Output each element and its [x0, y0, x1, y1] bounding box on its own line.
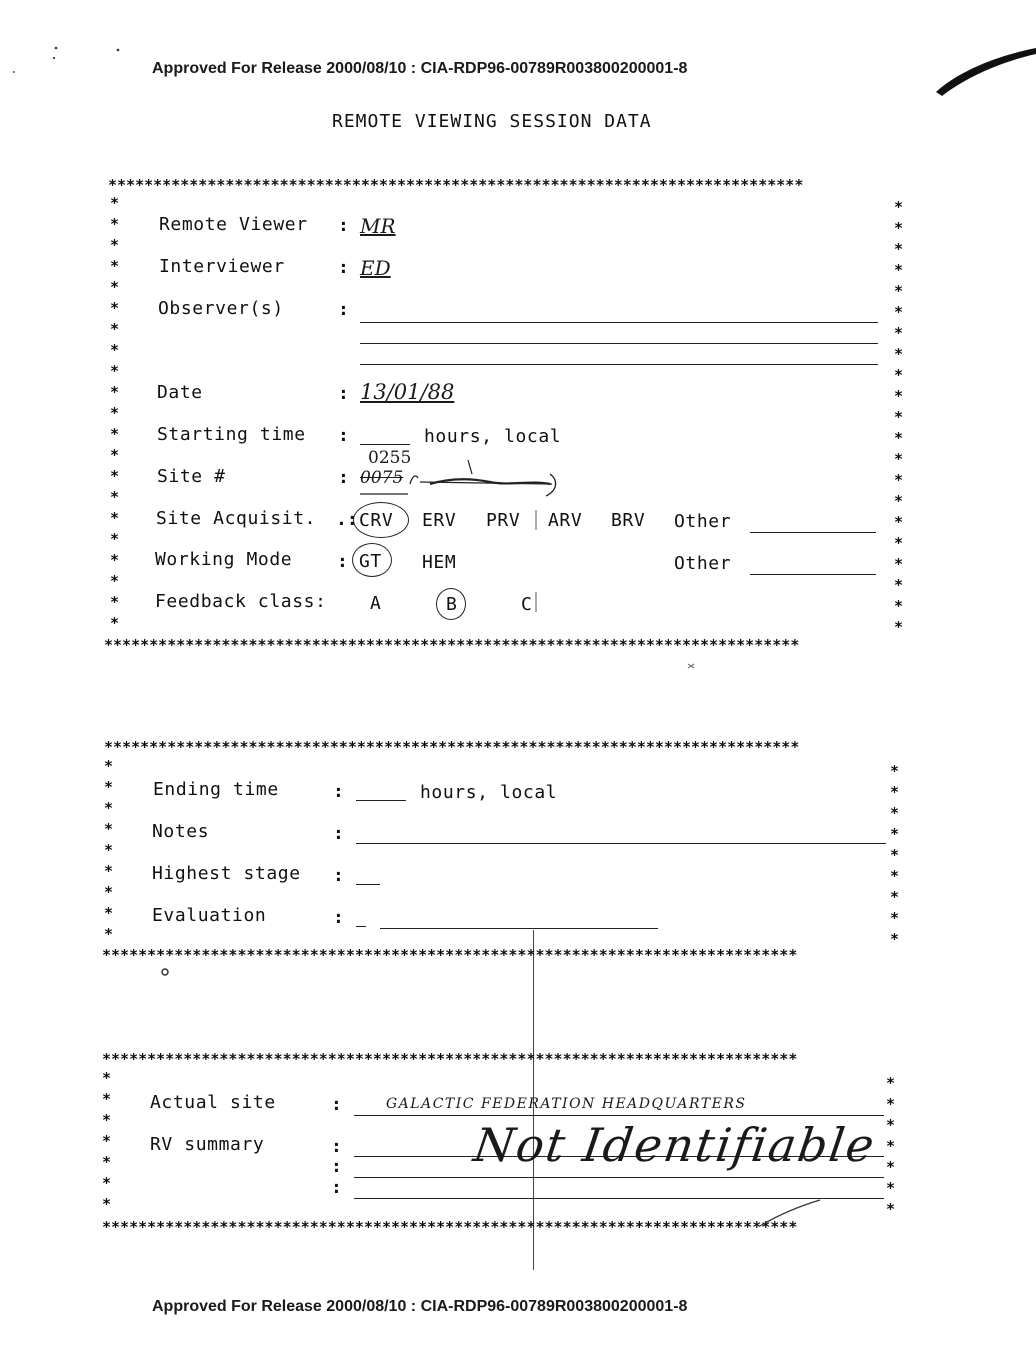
option-arv[interactable]: ARV [548, 510, 583, 531]
option-hem[interactable]: HEM [422, 552, 457, 573]
gt-selected-circle [352, 543, 392, 577]
starting-time-field[interactable] [360, 444, 410, 445]
evaluation-label: Evaluation [152, 905, 267, 926]
option-brv[interactable]: BRV [611, 510, 646, 531]
rv-summary-field-2 [354, 1177, 884, 1178]
option-b[interactable]: B [446, 594, 458, 615]
site-number-label: Site # [157, 466, 226, 487]
star-border-bottom: ***************************************************************************** [104, 638, 800, 653]
site-acquisition-other-label: Other [674, 511, 732, 532]
actual-site-field [354, 1115, 884, 1116]
working-mode-label: Working Mode [155, 549, 293, 570]
notes-label: Notes [152, 821, 210, 842]
star-border-bottom-3: ***************************************************************************** [102, 1220, 798, 1235]
starting-time-suffix: hours, local [424, 426, 562, 447]
date-value[interactable]: 13/01/88 [360, 380, 455, 404]
remote-viewer-label: Remote Viewer [159, 214, 308, 235]
interviewer-label: Interviewer [159, 256, 285, 277]
actual-site-label: Actual site [150, 1092, 276, 1113]
header-release-line: Approved For Release 2000/08/10 : CIA-RDP96-00789R003800200001-8 [152, 60, 688, 77]
site-acquisition-label: Site Acquisit. [156, 508, 317, 529]
option-prv[interactable]: PRV [486, 510, 521, 531]
footer-release-line: Approved For Release 2000/08/10 : CIA-RDP96-00789R003800200001-8 [152, 1298, 688, 1315]
interviewer-value[interactable]: ED [360, 256, 391, 280]
site-acquisition-other-field[interactable] [750, 532, 876, 533]
starting-time-label: Starting time [157, 424, 306, 445]
working-mode-other-label: Other [674, 553, 732, 574]
option-erv[interactable]: ERV [422, 510, 457, 531]
remote-viewer-value[interactable]: MR [360, 214, 396, 238]
rv-summary-label: RV summary [150, 1134, 265, 1155]
option-a[interactable]: A [370, 593, 382, 614]
site-number-value[interactable]: 0255 [368, 448, 412, 468]
observers-label: Observer(s) [158, 298, 284, 319]
evaluation-field[interactable] [380, 928, 658, 929]
actual-site-value[interactable]: GALACTIC FEDERATION HEADQUARTERS [386, 1096, 747, 1112]
ending-time-label: Ending time [153, 779, 279, 800]
scan-smudge [936, 48, 1036, 96]
star-border-top-2: ***************************************************************************** [104, 740, 800, 755]
scan-dot [162, 969, 168, 975]
ending-time-field[interactable] [356, 800, 406, 801]
date-label: Date [157, 382, 203, 403]
option-gt[interactable]: GT [359, 551, 382, 572]
highest-stage-field[interactable] [356, 884, 380, 885]
option-crv[interactable]: CRV [359, 510, 394, 531]
observers-field-3[interactable] [360, 364, 878, 365]
page-title: REMOTE VIEWING SESSION DATA [332, 111, 652, 132]
site-number-struck: 0075 [360, 468, 404, 488]
b-selected-circle [436, 588, 466, 620]
rv-summary-value[interactable]: Not Identifiable [470, 1118, 880, 1172]
star-border-bottom-2: ***************************************************************************** [102, 948, 798, 963]
working-mode-other-field[interactable] [750, 574, 876, 575]
observers-field-1[interactable] [360, 322, 878, 323]
star-border-top: ***************************************************************************** [108, 178, 804, 193]
highest-stage-label: Highest stage [152, 863, 301, 884]
feedback-class-label: Feedback class: [155, 591, 327, 612]
rv-summary-field-3 [354, 1198, 884, 1199]
star-border-top-3: ***************************************************************************** [102, 1052, 798, 1067]
observers-field-2[interactable] [360, 343, 878, 344]
notes-field[interactable] [356, 843, 886, 844]
option-c[interactable]: C [521, 594, 533, 615]
crv-selected-circle [353, 502, 409, 538]
evaluation-grade-field[interactable] [356, 926, 366, 927]
ending-time-suffix: hours, local [420, 782, 558, 803]
